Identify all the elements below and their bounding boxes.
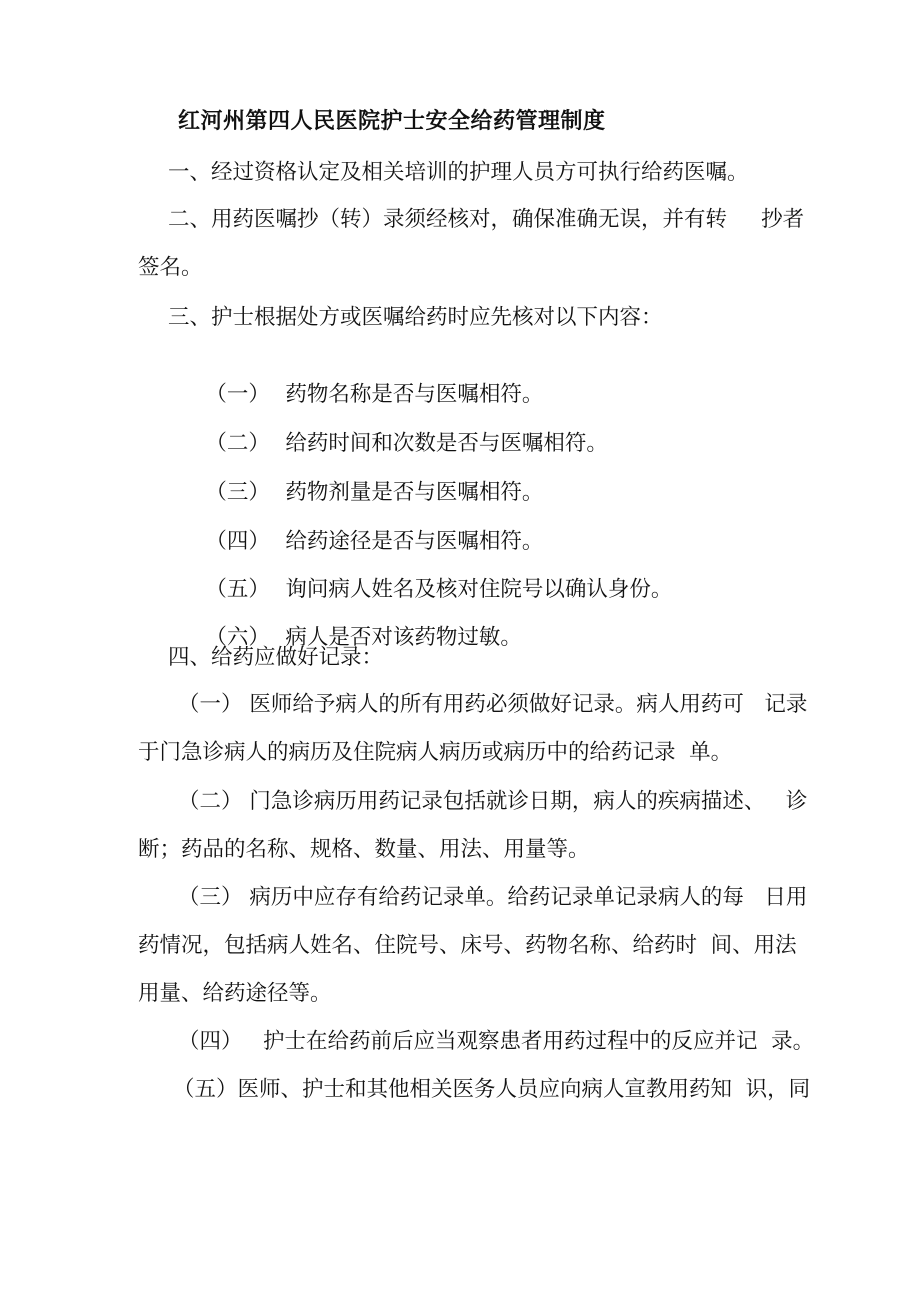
check-item-number: （五）	[205, 577, 270, 602]
record-2-line-2: 断；药品的名称、规格、数量、用法、用量等。	[138, 837, 590, 862]
record-3-line-1: （三） 病历中应存有给药记录单。给药记录单记录病人的每 日用	[178, 885, 808, 910]
paragraph-2-line-1: 二、用药医嘱抄（转）录须经核对，确保准确无误，并有转 抄者	[168, 207, 805, 232]
check-item-text: 询问病人姓名及核对住院号以确认身份。	[285, 577, 673, 602]
record-1-line-1: （一） 医师给予病人的所有用药必须做好记录。病人用药可 记录	[178, 692, 808, 717]
check-item-text: 药物名称是否与医嘱相符。	[285, 382, 544, 407]
record-5: （五）医师、护士和其他相关医务人员应向病人宣教用药知 识，同	[173, 1077, 811, 1102]
paragraph-1: 一、经过资格认定及相关培训的护理人员方可执行给药医嘱。	[168, 160, 749, 185]
paragraph-4: 四、给药应做好记录：	[168, 645, 384, 670]
check-item-number: （三）	[205, 480, 270, 505]
check-item-number: （四）	[205, 529, 270, 554]
check-item-text: 病人是否对该药物过敏。	[285, 625, 522, 650]
document-title: 红河州第四人民医院护士安全给药管理制度	[178, 108, 606, 134]
check-item-number: （一）	[205, 382, 270, 407]
check-item-text: 药物剂量是否与医嘱相符。	[285, 480, 544, 505]
record-1-line-2: 于门急诊病人的病历及住院病人病历或病历中的给药记录 单。	[138, 740, 733, 765]
record-4: （四） 护士在给药前后应当观察患者用药过程中的反应并记 录。	[178, 1029, 815, 1054]
check-item-text: 给药时间和次数是否与医嘱相符。	[285, 431, 608, 456]
paragraph-3: 三、护士根据处方或医嘱给药时应先核对以下内容：	[168, 305, 663, 330]
record-3-line-2: 药情况，包括病人姓名、住院号、床号、药物名称、给药时 间、用法	[138, 933, 797, 958]
paragraph-2-line-2: 签名。	[138, 255, 203, 280]
record-3-line-3: 用量、给药途径等。	[138, 981, 332, 1006]
check-item-number: （二）	[205, 431, 270, 456]
record-2-line-1: （二） 门急诊病历用药记录包括就诊日期，病人的疾病描述、 诊	[178, 789, 808, 814]
check-item-number: （六）	[205, 625, 270, 650]
check-item-text: 给药途径是否与医嘱相符。	[285, 529, 544, 554]
